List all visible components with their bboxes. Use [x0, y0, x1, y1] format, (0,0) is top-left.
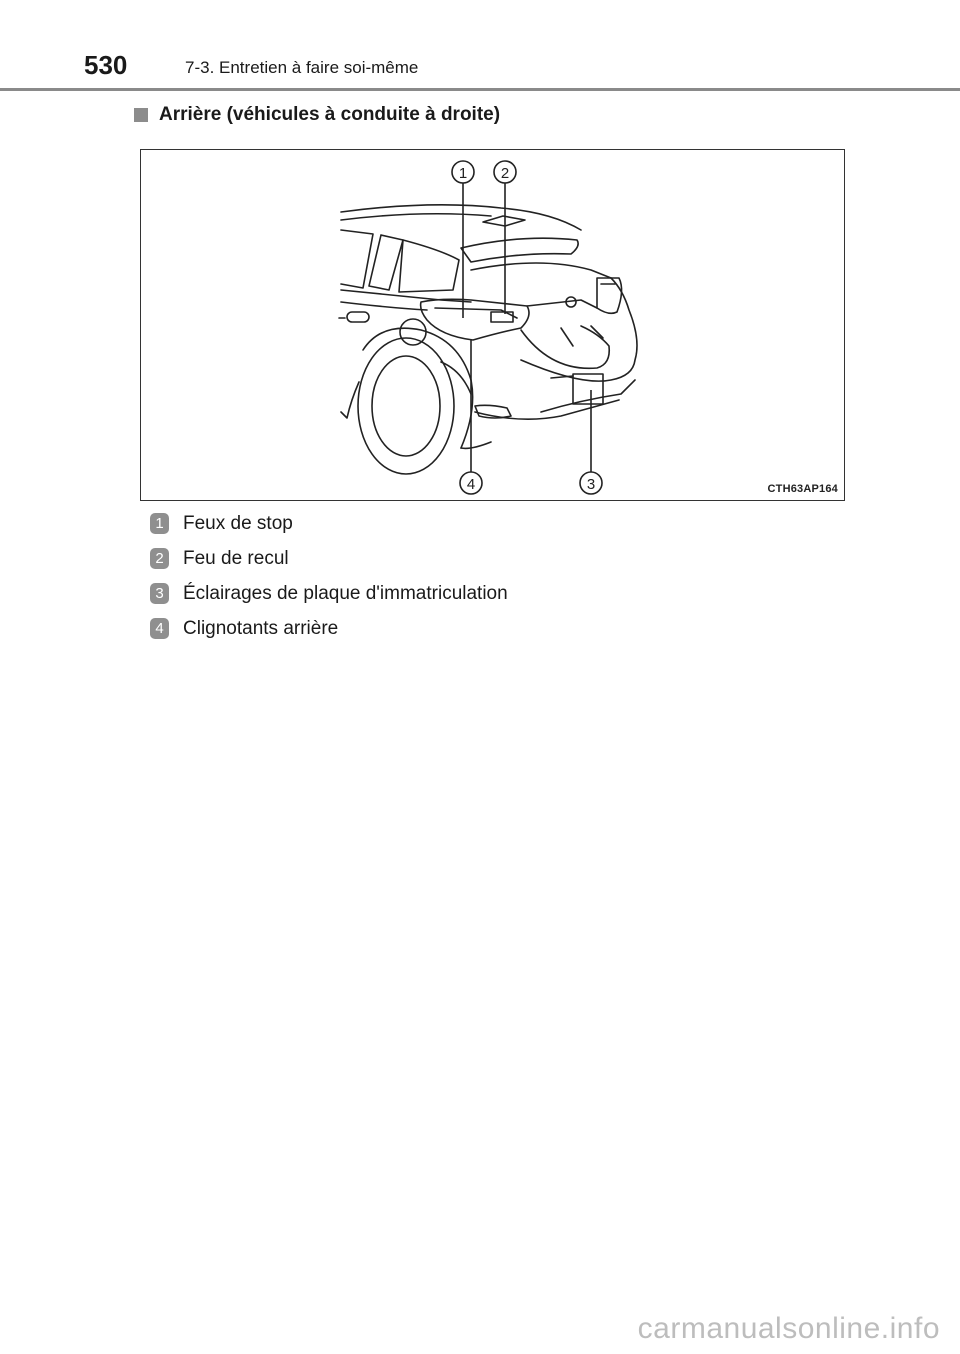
- legend-list: [150, 506, 508, 646]
- callout-3: [580, 472, 602, 494]
- subheading: [134, 104, 500, 126]
- page-number: 530: [84, 50, 128, 80]
- callout-1-label: 1: [458, 165, 468, 182]
- legend-number-badge: 2: [150, 548, 169, 569]
- figure-code: CTH63AP164: [767, 483, 838, 495]
- header-divider: [0, 88, 960, 91]
- square-bullet-icon: [134, 108, 148, 122]
- legend-number-badge: 4: [150, 618, 169, 639]
- list-item: [150, 611, 508, 646]
- legend-label: Éclairages de plaque d'immatriculation: [183, 582, 508, 604]
- car-rear-drawing: [141, 150, 846, 502]
- callout-1: [452, 161, 474, 183]
- legend-label: Feux de stop: [183, 512, 293, 534]
- car-rear-illustration: [140, 149, 845, 501]
- watermark: carmanualsonline.info: [637, 1312, 940, 1345]
- page-header: [0, 0, 960, 92]
- legend-label: Feu de recul: [183, 547, 289, 569]
- callout-2: [494, 161, 516, 183]
- legend-number-badge: 3: [150, 583, 169, 604]
- subheading-text: Arrière (véhicules à conduite à droite): [159, 104, 501, 125]
- section-title: 7-3. Entretien à faire soi-même: [185, 58, 419, 77]
- callout-2-label: 2: [500, 165, 510, 182]
- list-item: [150, 506, 508, 541]
- list-item: [150, 541, 508, 576]
- callout-4-label: 4: [466, 476, 476, 493]
- callout-4: [460, 472, 482, 494]
- callout-3-label: 3: [586, 476, 596, 493]
- legend-label: Clignotants arrière: [183, 617, 339, 639]
- legend-number-badge: 1: [150, 513, 169, 534]
- list-item: [150, 576, 508, 611]
